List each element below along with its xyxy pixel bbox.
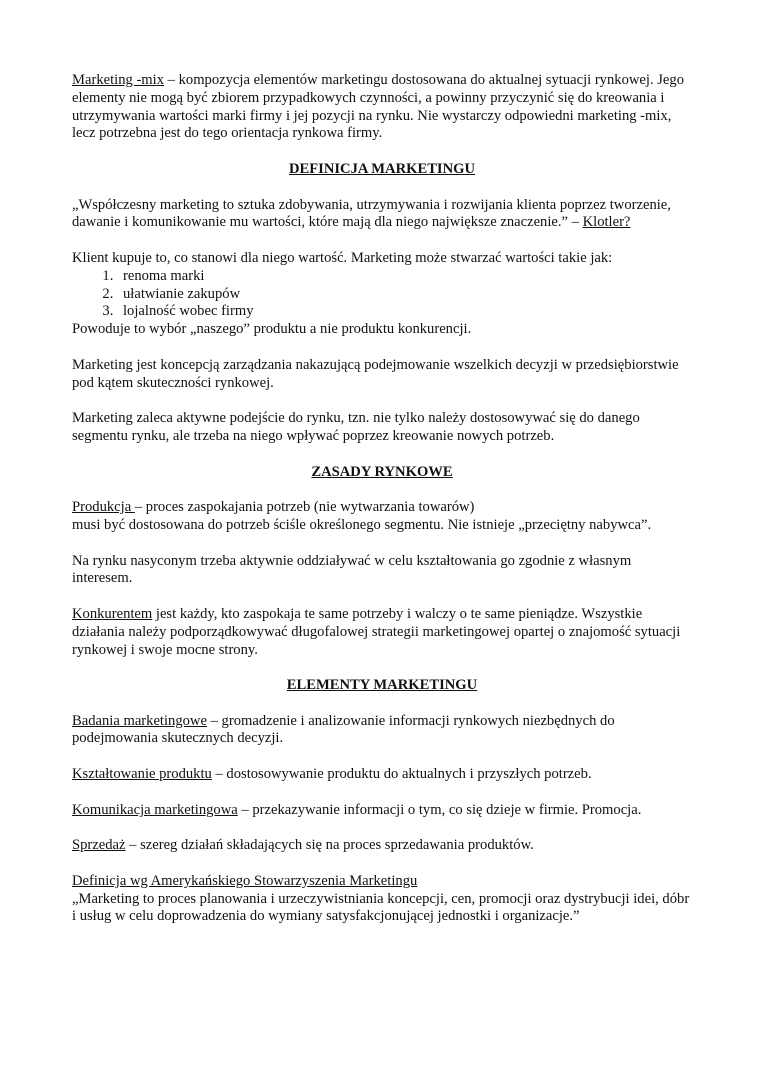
element-text: – gromadzenie i analizowanie informacji rynkowych niezbędnych do podejmowania skutecznych decyzji. — [72, 712, 615, 747]
values-list-item: 1. renoma marki — [117, 268, 692, 286]
active-approach-paragraph: Marketing zaleca aktywne podejście do rynku, tzn. nie tylko należy dostosowywać się do danego segmentu rynku, ale trzeba na niego wpływać poprzez kreowanie nowych potrzeb. — [72, 410, 640, 444]
element-text: – przekazywanie informacji o tym, co się dzieje w firmie. Promocja. — [237, 801, 642, 818]
marketing-mix-term: Marketing -mix — [72, 72, 165, 88]
competitor-term: Konkurentem — [72, 605, 153, 622]
document-body — [72, 72, 692, 926]
competitor-paragraph — [72, 606, 692, 659]
marketing-mix-text: – kompozycja elementów marketingu dostosowana do aktualnej sytuacji rynkowej. Jego elementy nie mogą być zbiorem przypadkowych czynności, a powinny przyczynić się do kreowania i utrzymywania wartości marki firmy i jej pozycji na rynku. Nie wystarczy odpowiedni marketing -mix, lecz potrzebna jest do tego orientacja rynkowa firmy. — [72, 72, 684, 142]
element-term: Komunikacja marketingowa — [72, 801, 238, 818]
values-list-item: 3. lojalność wobec firmy — [117, 303, 692, 321]
production-paragraph — [72, 499, 692, 535]
competitor-text: jest każdy, kto zaspokaja te same potrzeby i walczy o te same pieniądze. Wszystkie działania należy podporządkowywać długofalowej strategii marketingowej opartej o znajomość sytuacji rynkowej i swoje mocne strony. — [72, 605, 681, 658]
element-product-paragraph — [72, 766, 692, 784]
element-term: Sprzedaż — [72, 837, 126, 854]
ama-definition-title: Definicja wg Amerykańskiego Stowarzyszenia Marketingu — [72, 872, 418, 889]
kotler-author: Klotler? — [582, 214, 631, 231]
production-term: Produkcja — [72, 499, 135, 516]
heading-elementy-marketingu: ELEMENTY MARKETINGU — [286, 677, 478, 694]
element-sales-paragraph — [72, 837, 692, 855]
concept-paragraph: Marketing jest koncepcją zarządzania nakazującą podejmowanie wszelkich decyzji w przedsiębiorstwie pod kątem skuteczności rynkowej. — [72, 356, 679, 391]
element-research-paragraph — [72, 713, 692, 749]
element-text: – szereg działań składających się na proces sprzedawania produktów. — [125, 837, 534, 854]
saturated-market-paragraph: Na rynku nasyconym trzeba aktywnie oddziaływać w celu kształtowania go zgodnie z własnym interesem. — [72, 552, 632, 587]
element-text: – dostosowywanie produktu do aktualnych i przyszłych potrzeb. — [211, 766, 592, 783]
element-term: Badania marketingowe — [72, 712, 207, 729]
element-term: Kształtowanie produktu — [72, 766, 212, 783]
heading-definicja-marketingu: DEFINICJA MARKETINGU — [288, 160, 476, 177]
production-line2: musi być dostosowana do potrzeb ściśle określonego segmentu. Nie istnieje „przeciętny nabywca”. — [72, 516, 652, 533]
heading-zasady-rynkowe: ZASADY RYNKOWE — [311, 463, 453, 480]
ama-definition-quote: „Marketing to proces planowania i urzeczywistniania koncepcji, cen, promocji oraz dystrybucji idei, dóbr i usług w celu doprowadzenia do wymiany satysfakcjonującej jednostki i organizacje.” — [72, 890, 690, 925]
element-communication-paragraph — [72, 802, 692, 820]
values-list-item: 2. ułatwianie zakupów — [117, 286, 692, 304]
kotler-quote: „Współczesny marketing to sztuka zdobywania, utrzymywania i rozwijania klienta poprzez tworzenie, dawanie i komunikowanie mu wartości, które mają dla niego największe znaczenie.” – — [72, 196, 671, 231]
values-list — [72, 268, 692, 321]
values-outro: Powoduje to wybór „naszego” produktu a nie produktu konkurencji. — [72, 321, 472, 338]
production-line1: – proces zaspokajania potrzeb (nie wytwarzania towarów) — [134, 499, 475, 516]
kotler-quote-paragraph — [72, 197, 692, 233]
marketing-mix-paragraph — [72, 72, 692, 143]
values-intro: Klient kupuje to, co stanowi dla niego wartość. Marketing może stwarzać wartości takie jak: — [72, 249, 613, 266]
